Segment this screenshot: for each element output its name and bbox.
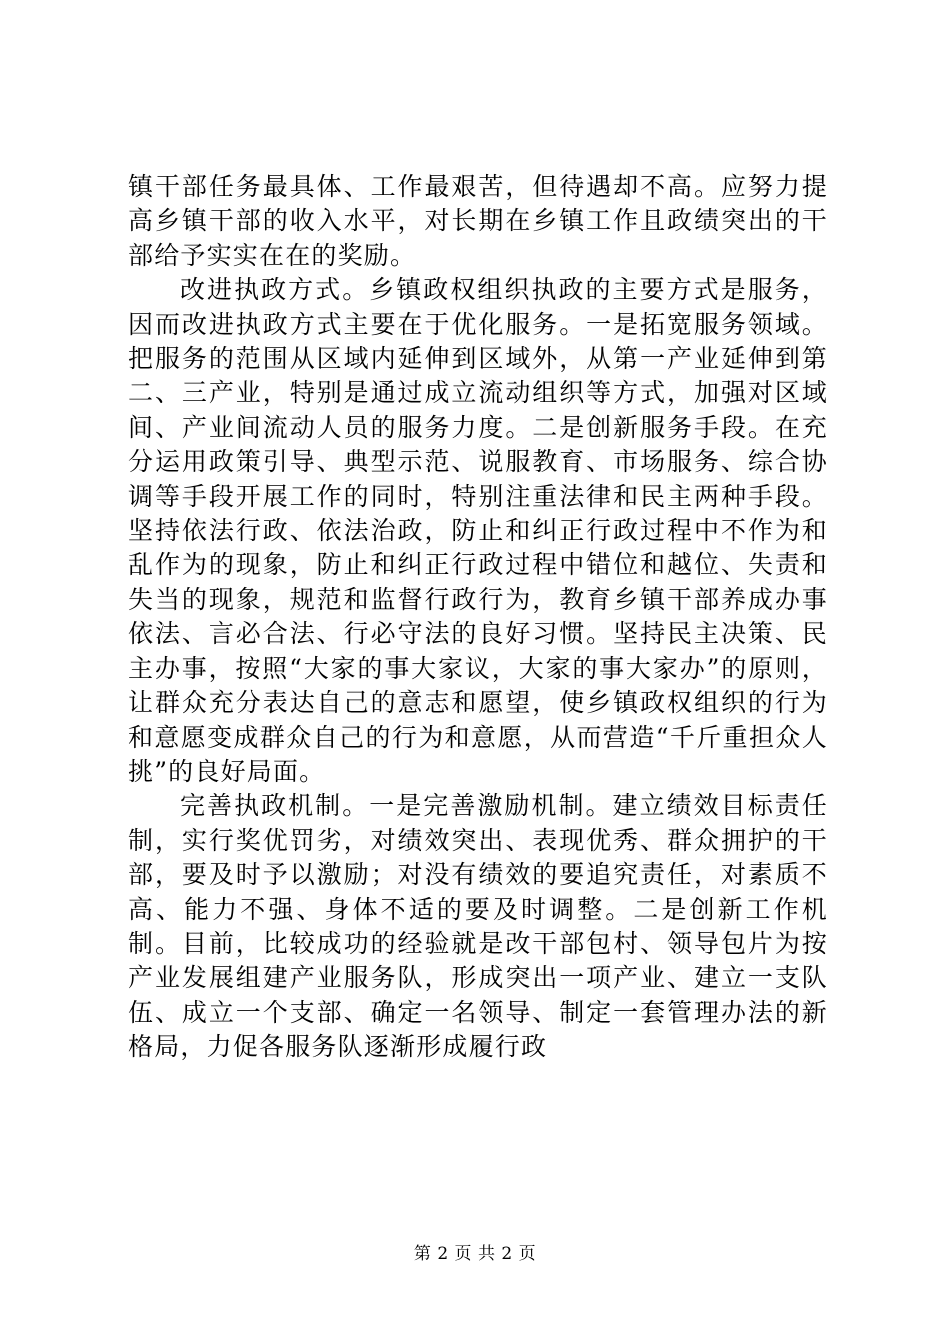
paragraph-continued: 镇干部任务最具体、工作最艰苦，但待遇却不高。应努力提高乡镇干部的收入水平，对长期在乡镇工作且政绩突出的干部给予实实在在的奖励。 [128,172,828,270]
paragraph-governing-mechanism: 完善执政机制。一是完善激励机制。建立绩效目标责任制，实行奖优罚劣，对绩效突出、表现优秀、群众拥护的干部，要及时予以激励；对没有绩效的要追究责任，对素质不高、能力不强、身体不适的要及时调整。二是创新工作机制。目前，比较成功的经验就是改干部包村、领导包片为按产业发展组建产业服务队，形成突出一项产业、建立一支队伍、成立一个支部、确定一名领导、制定一套管理办法的新格局，力促各服务队逐渐形成履行政 [128,791,828,1062]
paragraph-governing-method: 改进执政方式。乡镇政权组织执政的主要方式是服务，因而改进执政方式主要在于优化服务。一是拓宽服务领域。把服务的范围从区域内延伸到区域外，从第一产业延伸到第二、三产业，特别是通过成立流动组织等方式，加强对区域间、产业间流动人员的服务力度。二是创新服务手段。在充分运用政策引导、典型示范、说服教育、市场服务、综合协调等手段开展工作的同时，特别注重法律和民主两种手段。坚持依法行政、依法治政，防止和纠正行政过程中不作为和乱作为的现象，防止和纠正行政过程中错位和越位、失责和失当的现象，规范和监督行政行为，教育乡镇干部养成办事依法、言必合法、行必守法的良好习惯。坚持民主决策、民主办事，按照“大家的事大家议，大家的事大家办”的原则，让群众充分表达自己的意志和愿望，使乡镇政权组织的行为和意愿变成群众自己的行为和意愿，从而营造“千斤重担众人挑”的良好局面。 [128,275,828,786]
body-text [128,170,828,1065]
page-footer: 第 2 页 共 2 页 [413,1244,537,1264]
